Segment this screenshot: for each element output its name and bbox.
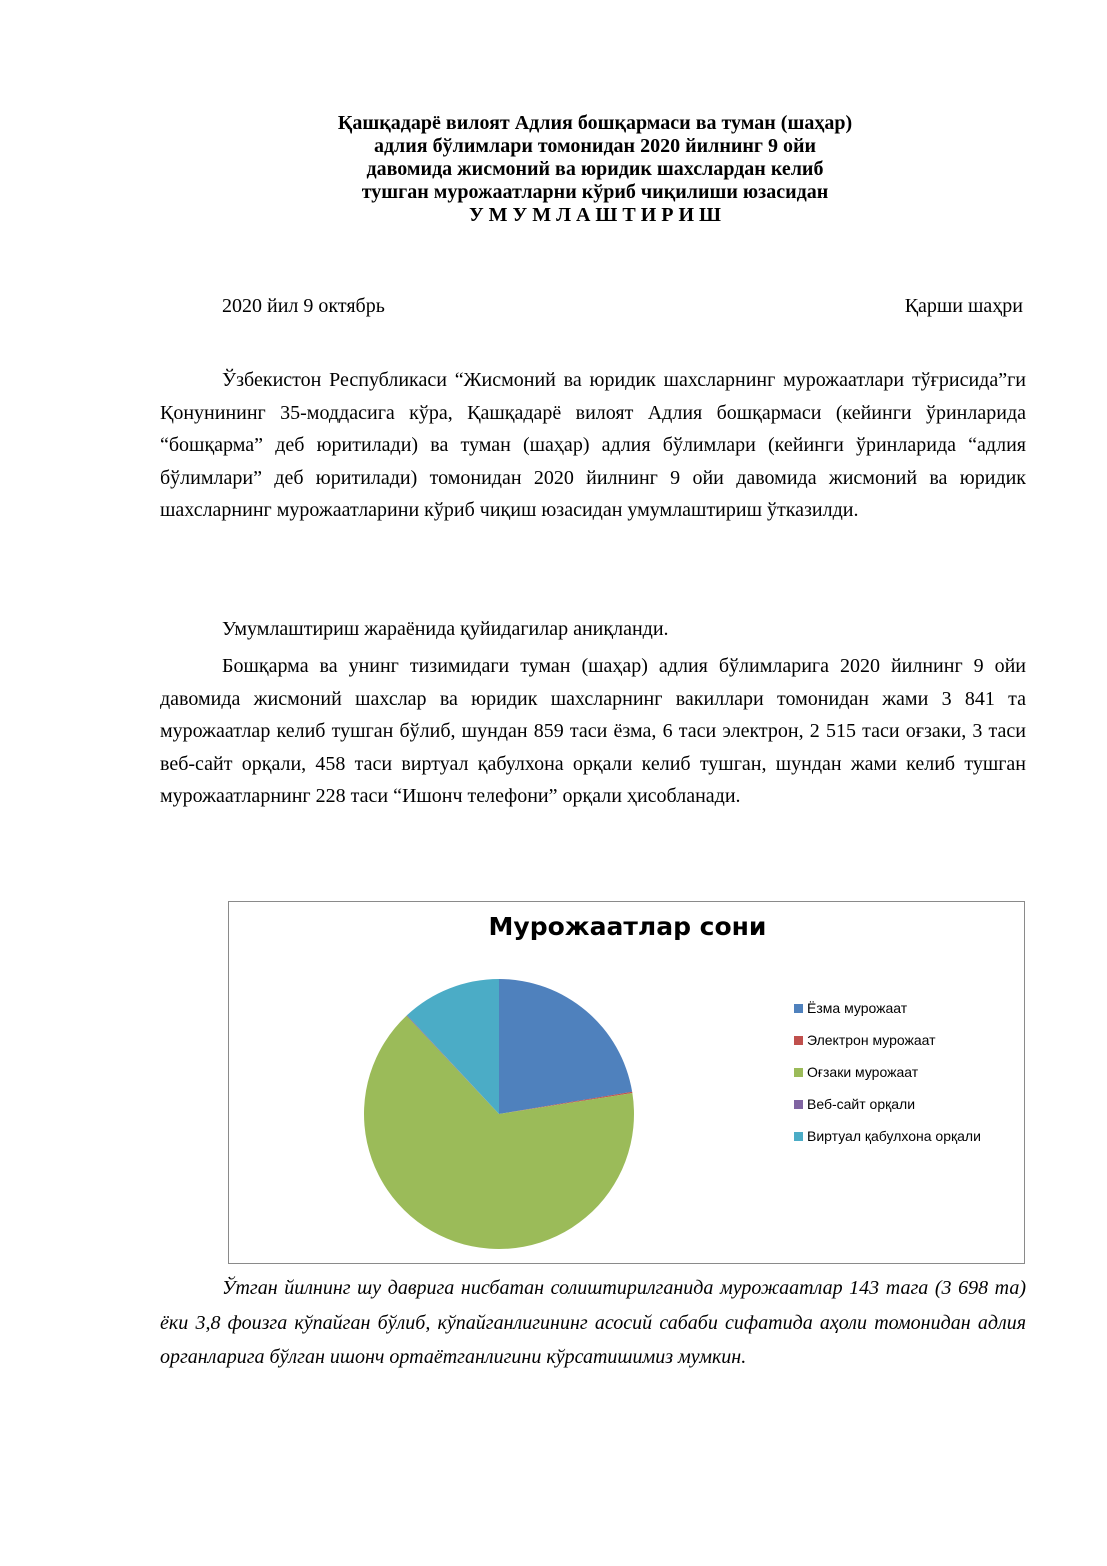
chart-legend bbox=[794, 1000, 981, 1160]
legend-item bbox=[794, 1000, 981, 1032]
legend-label: Ёзма мурожаат bbox=[807, 1000, 908, 1016]
title-line: адлия бўлимлари томонидан 2020 йилнинг 9 ойи bbox=[373, 135, 817, 157]
legend-label: Виртуал қабулхона орқали bbox=[807, 1128, 981, 1144]
legend-label: Веб-сайт орқали bbox=[807, 1096, 916, 1112]
paragraph-findings bbox=[160, 613, 1026, 646]
paragraph-text: Умумлаштириш жараёнида қуйидагилар аниқланди. bbox=[222, 618, 669, 640]
legend-label: Оғзаки мурожаат bbox=[807, 1064, 919, 1080]
document-title bbox=[160, 112, 1030, 227]
title-line: Қашқадарё вилоят Адлия бошқармаси ва туман (шаҳар) bbox=[337, 112, 853, 134]
legend-item bbox=[794, 1096, 981, 1128]
legend-swatch bbox=[794, 1004, 803, 1013]
paragraph-statistics bbox=[160, 650, 1026, 813]
paragraph-conclusion bbox=[160, 1271, 1026, 1375]
title-line: давомида жисмоний ва юридик шахслардан келиб bbox=[366, 158, 824, 180]
legend-item bbox=[794, 1064, 981, 1096]
paragraph-text: Бошқарма ва унинг тизимидаги туман (шаҳар) адлия бўлимларига 2020 йилнинг 9 ойи давомида жисмоний шахслар ва юридик шахсларнинг вакиллари томонидан жами 3 841 та мурожаатлар келиб тушган бўлиб, шундан 859 таси ёзма, 6 таси электрон, 2 515 таси оғзаки, 3 таси веб-сайт орқали, 458 таси виртуал қабулхона орқали келиб тушган, шундан жами келиб тушган мурожаатларнинг 228 таси “Ишонч телефони” орқали ҳисобланади. bbox=[160, 655, 1026, 808]
paragraph-intro bbox=[160, 364, 1026, 527]
legend-item bbox=[794, 1128, 981, 1160]
paragraph-text: Ўтган йилнинг шу даврига нисбатан солиштирилганида мурожаатлар 143 тага (3 698 та) ёки 3,8 фоизга кўпайган бўлиб, кўпайганлигининг асосий сабаби сифатида аҳоли томонидан адлия органларига бўлган ишонч ортаётганлигини кўрсатишимиз мумкин. bbox=[160, 1277, 1026, 1368]
legend-label: Электрон мурожаат bbox=[807, 1032, 936, 1048]
paragraph-text: Ўзбекистон Республикаси “Жисмоний ва юридик шахсларнинг мурожаатлари тўғрисида”ги Қонунининг 35-моддасига кўра, Қашқадарё вилоят Адлия бошқармаси (кейинги ўринларида “бошқарма” деб юритилади) ва туман (шаҳар) адлия бўлимлари (кейинги ўринларида “адлия бўлимлари” деб юритилади) томонидан 2020 йилнинг 9 ойи давомида жисмоний ва юридик шахсларнинг мурожаатларини кўриб чиқиш юзасидан умумлаштириш ўтказилди. bbox=[160, 369, 1026, 522]
document-place: Қарши шаҳри bbox=[904, 295, 1023, 317]
legend-swatch bbox=[794, 1036, 803, 1045]
legend-swatch bbox=[794, 1132, 803, 1141]
title-line: тушган мурожаатларни кўриб чиқилиши юзасидан bbox=[361, 181, 829, 203]
document-date: 2020 йил 9 октябрь bbox=[222, 295, 385, 317]
chart-title: Мурожаатлар сони bbox=[488, 912, 767, 941]
pie-chart bbox=[228, 901, 1025, 1264]
legend-swatch bbox=[794, 1100, 803, 1109]
title-line: У М У М Л А Ш Т И Р И Ш bbox=[468, 204, 722, 226]
legend-swatch bbox=[794, 1068, 803, 1077]
legend-item bbox=[794, 1032, 981, 1064]
pie-slice-1 bbox=[499, 979, 632, 1114]
